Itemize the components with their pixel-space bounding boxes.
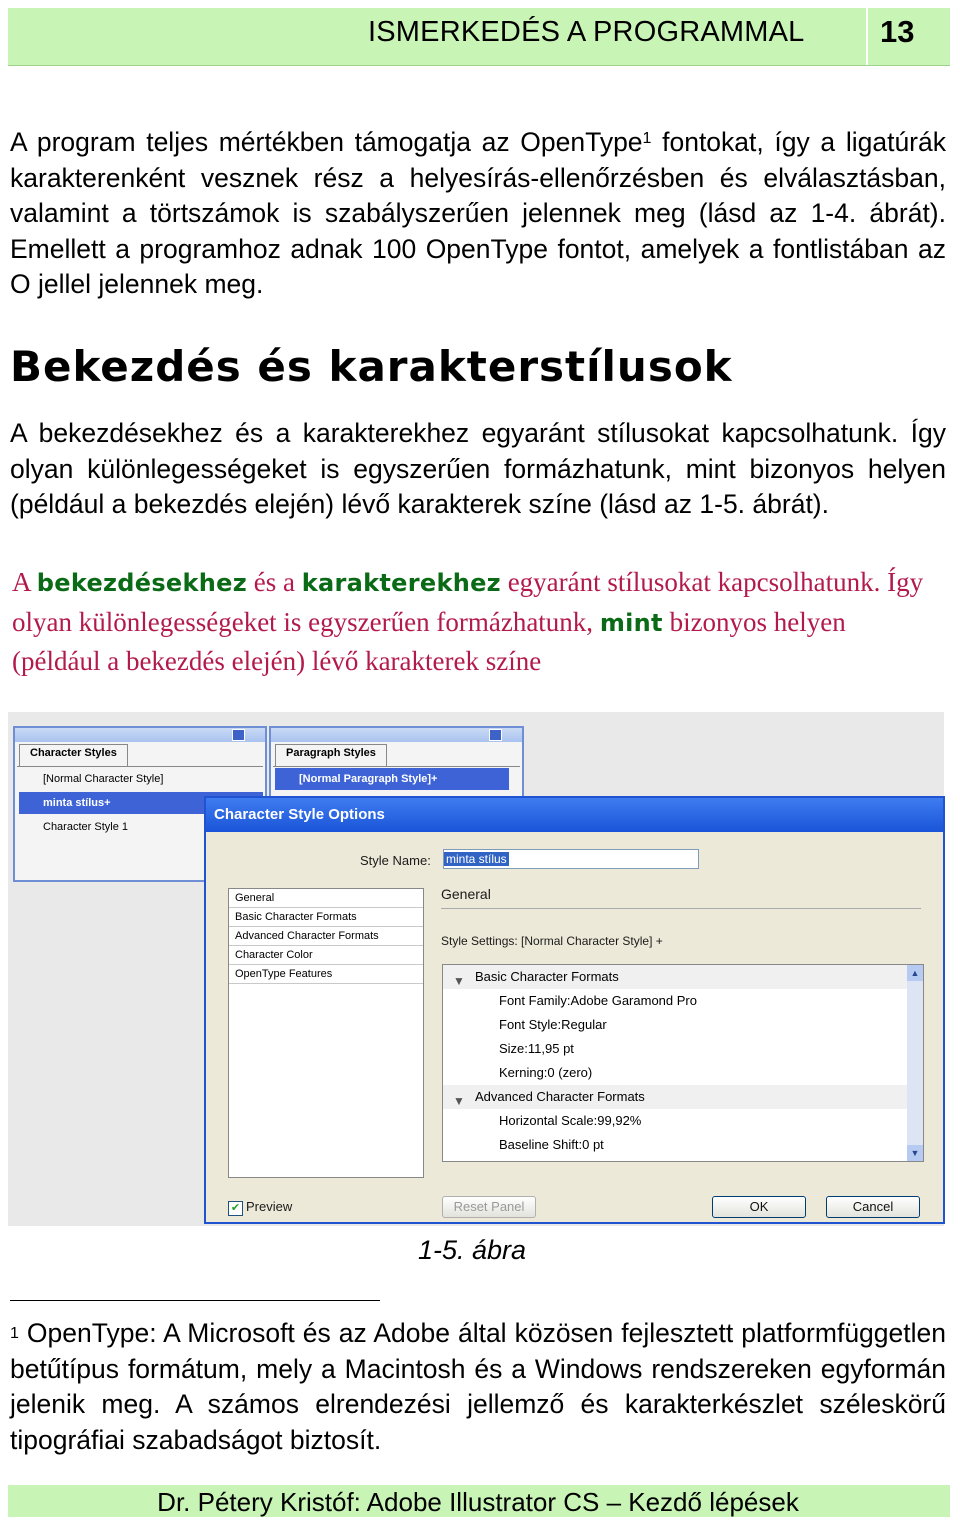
sample-styled-word: bekezdésekhez <box>36 569 247 597</box>
style-name-input[interactable] <box>443 849 699 869</box>
sample-seg: és a <box>247 567 302 597</box>
footnote-rule <box>10 1300 380 1301</box>
reset-panel-button[interactable]: Reset Panel <box>442 1196 536 1218</box>
preview-checkbox[interactable]: ✔ <box>228 1201 243 1216</box>
tree-item: Size:11,95 pt <box>499 1041 574 1056</box>
footnote <box>10 1316 946 1458</box>
minimize-icon[interactable] <box>232 729 245 741</box>
minimize-icon[interactable] <box>489 729 502 741</box>
category-item[interactable]: Character Color <box>229 946 423 965</box>
section-divider <box>441 908 921 909</box>
page-number: 13 <box>880 14 915 49</box>
cancel-button[interactable]: Cancel <box>826 1196 920 1218</box>
section-label-general: General <box>441 886 491 902</box>
style-name-value: minta stílus <box>446 852 507 866</box>
section-heading: Bekezdés és karakterstílusok <box>10 342 733 391</box>
tree-item: Baseline Shift:0 pt <box>499 1137 604 1152</box>
style-settings-tree <box>442 964 924 1162</box>
sample-styled-word: mint <box>599 608 663 637</box>
list-item-selected[interactable]: [Normal Paragraph Style]+ <box>275 768 509 790</box>
tab-paragraph-styles[interactable]: Paragraph Styles <box>275 744 387 767</box>
footnote-marker: 1 <box>10 1325 19 1342</box>
category-item[interactable]: Basic Character Formats <box>229 908 423 927</box>
category-item[interactable]: OpenType Features <box>229 965 423 984</box>
tree-group-label: Advanced Character Formats <box>475 1089 645 1104</box>
intro-text-rest: fontokat, így a ligatúrák karakterenként vesznek rész a helyesírás-ellenőrzésben és elválasztásban, valamint a törtszámok is szabályszerűen jelennek meg (lásd az 1-4. ábrát). Emellett a programhoz adnak 100 OpenType fontot, amelyek a fontlistában az O jellel jelennek meg. <box>10 127 946 299</box>
list-item[interactable]: [Normal Character Style] <box>43 773 164 785</box>
tree-item: Kerning:0 (zero) <box>499 1065 593 1080</box>
list-item[interactable]: Character Style 1 <box>43 821 128 833</box>
category-item[interactable]: Advanced Character Formats <box>229 927 423 946</box>
style-settings-text: Style Settings: [Normal Character Style] + <box>441 934 663 948</box>
tree-group-label: Basic Character Formats <box>475 969 619 984</box>
tree-item: Font Style:Regular <box>499 1017 607 1032</box>
collapse-arrow-icon[interactable]: ▼ <box>453 1094 465 1108</box>
tree-group[interactable] <box>443 1085 924 1109</box>
scroll-up-icon[interactable]: ▲ <box>907 965 923 981</box>
list-item-selected[interactable]: minta stílus+ <box>19 792 263 814</box>
paragraph-styles-panel <box>269 726 524 800</box>
header-divider <box>866 8 868 65</box>
dialog-title: Character Style Options <box>206 798 943 832</box>
tree-item: Font Family:Adobe Garamond Pro <box>499 993 697 1008</box>
scroll-down-icon[interactable]: ▼ <box>907 1145 923 1161</box>
sample-seg: bizonyos helyen (például a bekezdés elején) lévő karakterek színe <box>12 606 846 676</box>
panel-titlebar <box>15 728 265 742</box>
running-header-title: ISMERKEDÉS A PROGRAMMAL <box>368 16 805 48</box>
tree-item: Horizontal Scale:99,92% <box>499 1113 642 1128</box>
footnote-ref: 1 <box>642 130 652 147</box>
styled-sample-text <box>12 563 932 681</box>
category-list <box>228 888 424 1178</box>
tree-scrollbar[interactable] <box>907 965 923 1161</box>
section-paragraph: A bekezdésekhez és a karakterekhez egyaránt stílusokat kapcsolhatunk. Így olyan különlegességeket is egyszerűen formázhatunk, mint bizonyos helyen (például a bekezdés elején) lévő karakterek színe (lásd az 1-5. ábrát). <box>10 418 946 519</box>
ok-button[interactable]: OK <box>712 1196 806 1218</box>
tab-divider <box>273 766 520 767</box>
panel-titlebar <box>271 728 522 742</box>
preview-label: Preview <box>246 1199 293 1214</box>
intro-paragraph <box>10 125 946 303</box>
category-item[interactable]: General <box>229 889 423 908</box>
style-name-label: Style Name: <box>360 853 431 868</box>
running-footer: Dr. Pétery Kristóf: Adobe Illustrator CS – Kezdő lépések <box>157 1487 799 1517</box>
figure-screenshot <box>8 712 944 1226</box>
sample-styled-word: karakterekhez <box>301 569 501 597</box>
sample-seg: A <box>12 567 37 597</box>
collapse-arrow-icon[interactable]: ▼ <box>453 974 465 988</box>
tab-divider <box>17 766 263 767</box>
footnote-text: OpenType: A Microsoft és az Adobe által közösen fejlesztett platformfüggetlen betűtípus formátum, mely a Macintosh és a Windows rendszereken egyformán jelenik meg. A számos elrendezési jellemző és karakterkészlet széleskörű tipográfiai szabadságot biztosít. <box>10 1318 946 1455</box>
intro-text-start: A program teljes mértékben támogatja az OpenType <box>10 127 643 157</box>
figure-caption: 1-5. ábra <box>418 1235 527 1265</box>
tab-character-styles[interactable]: Character Styles <box>19 744 128 767</box>
tree-group[interactable] <box>443 965 924 989</box>
character-style-options-dialog <box>204 796 945 1224</box>
sample-seg: egyaránt stílusokat kapcsolhatunk. Így olyan különlegességeket is egyszerűen formázhatunk, <box>12 567 924 637</box>
